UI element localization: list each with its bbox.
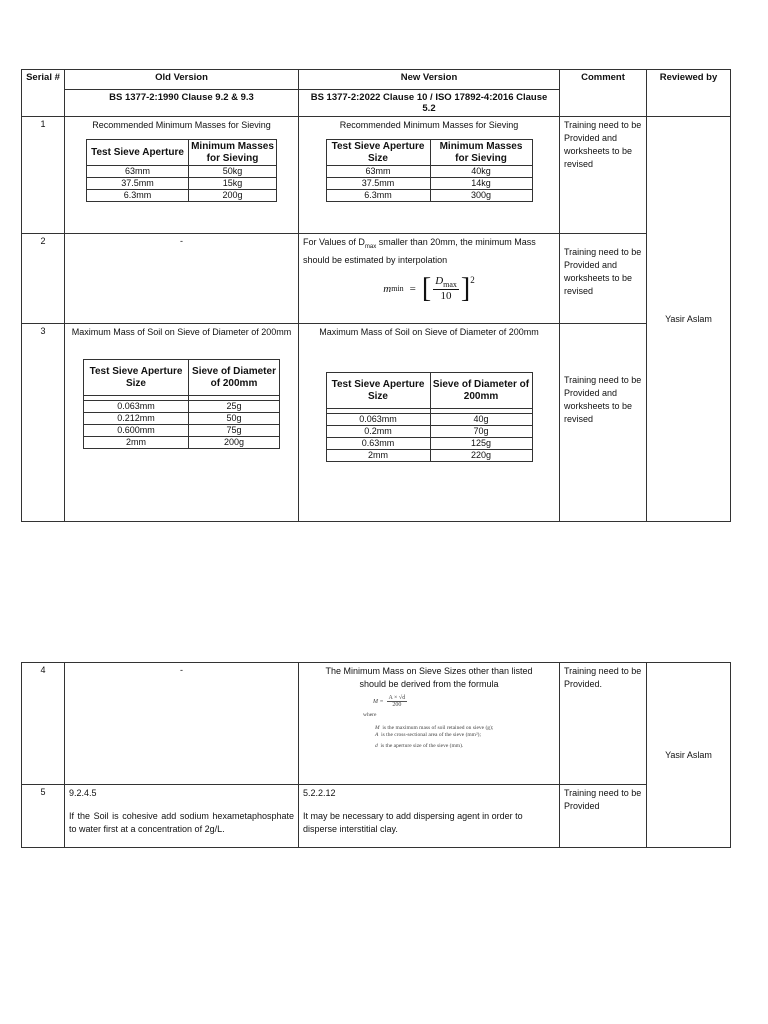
new-version-cell: [299, 324, 560, 522]
old-version-cell: [65, 785, 299, 848]
inner-cell: 63mm: [87, 166, 189, 178]
inner-header: Test Sieve Aperture Size: [326, 140, 430, 166]
inner-cell: 6.3mm: [326, 190, 430, 202]
new-clause: 5.2.2.12: [303, 788, 336, 798]
inner-cell: 50kg: [189, 166, 277, 178]
new-min-masses-table: [326, 139, 533, 202]
inner-header: Minimum Masses for Sieving: [430, 140, 532, 166]
inner-cell: 2mm: [326, 450, 430, 462]
header-new-version: New Version: [299, 70, 560, 90]
inner-cell: 70g: [430, 426, 532, 438]
old-version-cell: [65, 324, 299, 522]
inner-cell: 0.063mm: [84, 401, 189, 413]
inner-cell: 37.5mm: [326, 178, 430, 190]
inner-cell: 0.600mm: [84, 425, 189, 437]
comment-cell: Training need to be Provided.: [560, 663, 647, 785]
inner-header: Sieve of Diameter of 200mm: [430, 373, 532, 409]
inner-cell: 40kg: [430, 166, 532, 178]
new-table-title: Maximum Mass of Soil on Sieve of Diameter of 200mm: [319, 327, 539, 337]
inner-header: Test Sieve Aperture: [87, 140, 189, 166]
inner-cell: 50g: [189, 413, 280, 425]
min-mass-formula: M = $\frac{A \times √d}{200}$ where M is the maximum mass of soil retained on sieve (g); A is the cross-sectional area of the sieve (mm²); d is the aperture size of the sieve (mm).: [363, 695, 494, 749]
inner-cell: 0.63mm: [326, 438, 430, 450]
comment-cell: Training need to be Provided: [560, 785, 647, 848]
new-clause-text: It may be necessary to add dispersing agent in order to disperse interstitial clay.: [303, 811, 523, 834]
inner-cell: 63mm: [326, 166, 430, 178]
inner-cell: 300g: [430, 190, 532, 202]
header-new-standard: BS 1377-2:2022 Clause 10 / ISO 17892-4:2016 Clause 5.2: [299, 90, 560, 117]
new-version-cell: [299, 785, 560, 848]
inner-header: Test Sieve Aperture Size: [84, 360, 189, 396]
comment-cell: Training need to be Provided and worksheets to be revised: [560, 324, 647, 522]
serial-cell: 4: [22, 663, 65, 785]
interpolation-formula: m min = [ $D_{max}$ 10 ] $^2$: [383, 272, 475, 304]
old-clause: 9.2.4.5: [69, 788, 97, 798]
new-version-cell: [299, 117, 560, 234]
inner-cell: 37.5mm: [87, 178, 189, 190]
serial-cell: 3: [22, 324, 65, 522]
inner-cell: 125g: [430, 438, 532, 450]
serial-cell: 1: [22, 117, 65, 234]
inner-cell: 0.2mm: [326, 426, 430, 438]
serial-cell: 5: [22, 785, 65, 848]
serial-cell: 2: [22, 234, 65, 324]
inner-cell: 6.3mm: [87, 190, 189, 202]
header-reviewed-by: Reviewed by: [647, 70, 731, 117]
interpolation-note: For Values of $D_{max}$ smaller than 20mm, the minimum Mass should be estimated by interpolation: [303, 237, 536, 265]
inner-header: Sieve of Diameter of 200mm: [189, 360, 280, 396]
inner-cell: 200g: [189, 437, 280, 449]
old-min-masses-table: [86, 139, 277, 202]
inner-header: Test Sieve Aperture Size: [326, 373, 430, 409]
inner-cell: 15kg: [189, 178, 277, 190]
table-row: [22, 117, 731, 234]
old-table-title: Maximum Mass of Soil on Sieve of Diameter of 200mm: [71, 327, 292, 337]
reviewer-cell: Yasir Aslam: [647, 663, 731, 848]
inner-cell: 0.063mm: [326, 414, 430, 426]
inner-cell: 2mm: [84, 437, 189, 449]
inner-cell: 200g: [189, 190, 277, 202]
header-serial: Serial #: [22, 70, 65, 117]
new-max-mass-table: [326, 372, 533, 462]
comparison-table-2: [21, 662, 731, 848]
old-max-mass-table: [83, 359, 280, 449]
inner-cell: 40g: [430, 414, 532, 426]
table-row: [22, 234, 731, 324]
header-old-version: Old Version: [65, 70, 299, 90]
reviewer-cell: Yasir Aslam: [647, 117, 731, 522]
table-row: [22, 785, 731, 848]
new-table-title: Recommended Minimum Masses for Sieving: [339, 120, 519, 130]
header-comment: Comment: [560, 70, 647, 117]
comment-cell: Training need to be Provided and worksheets to be revised: [560, 234, 647, 324]
table-row: [22, 324, 731, 522]
old-version-cell: -: [65, 663, 299, 785]
inner-cell: 14kg: [430, 178, 532, 190]
old-table-title: Recommended Minimum Masses for Sieving: [92, 120, 271, 130]
min-mass-note: The Minimum Mass on Sieve Sizes other than listed should be derived from the formula: [325, 666, 533, 689]
comparison-table-1: [21, 69, 731, 522]
old-version-cell: -: [65, 234, 299, 324]
inner-cell: 25g: [189, 401, 280, 413]
table-row: [22, 663, 731, 785]
header-old-standard: BS 1377-2:1990 Clause 9.2 & 9.3: [65, 90, 299, 117]
new-version-cell: [299, 234, 560, 324]
old-clause-text: If the Soil is cohesive add sodium hexametaphosphate to water first at a concentration of 2g/L.: [69, 811, 294, 834]
new-version-cell: [299, 663, 560, 785]
inner-header: Minimum Masses for Sieving: [189, 140, 277, 166]
comment-cell: Training need to be Provided and worksheets to be revised: [560, 117, 647, 234]
inner-cell: 0.212mm: [84, 413, 189, 425]
old-version-cell: [65, 117, 299, 234]
inner-cell: 75g: [189, 425, 280, 437]
inner-cell: 220g: [430, 450, 532, 462]
